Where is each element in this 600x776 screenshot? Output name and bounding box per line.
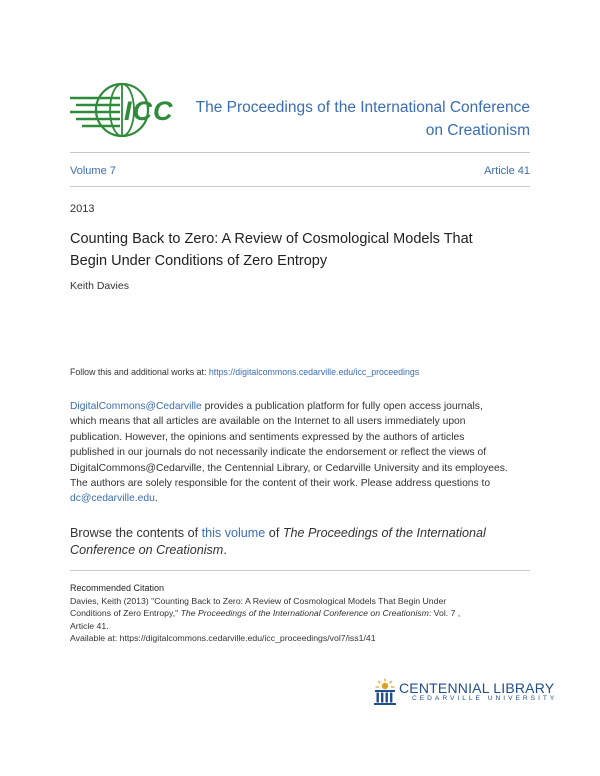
- browse-line2: [70, 542, 540, 559]
- email-tail: .: [154, 493, 158, 505]
- description-line2: which means that all articles are available on the Internet to all users immediately upon: [70, 416, 466, 428]
- description-line3: publication. However, the opinions and sentiments expressed by the authors of articles: [70, 431, 465, 443]
- conference-title-line2[interactable]: on Creationism: [425, 122, 530, 139]
- speed-lines-icon: [70, 98, 120, 126]
- citation-line3: Article 41.: [70, 620, 109, 631]
- citation-available: [70, 632, 532, 644]
- paper-title-line1: Counting Back to Zero: A Review of Cosmological Models That: [70, 231, 473, 247]
- author-name: Keith Davies: [70, 280, 129, 292]
- description-paragraph: [70, 399, 532, 507]
- citation-url-link[interactable]: https://digitalcommons.cedarville.edu/icc_proceedings/vol7/iss1/41: [119, 632, 376, 643]
- citation-line2: [70, 607, 532, 619]
- browse-journal-line1: The Proceedings of the International: [282, 526, 486, 540]
- meta-divider: [70, 186, 530, 187]
- follow-prefix: Follow this and additional works at:: [70, 367, 207, 377]
- follow-line: [70, 367, 419, 377]
- email-link[interactable]: dc@cedarville.edu: [70, 493, 155, 505]
- icc-logo-text: ICC: [124, 96, 174, 126]
- publication-year: 2013: [70, 203, 95, 215]
- library-name[interactable]: CENTENNIAL LIBRARY: [399, 680, 555, 696]
- description-line1: [70, 399, 532, 414]
- sunburst-icon: [376, 679, 395, 690]
- citation-heading: Recommended Citation: [70, 583, 165, 593]
- citation-line1: Davies, Keith (2013) "Counting Back to Zero: A Review of Cosmological Models That Begin Under: [70, 596, 447, 606]
- citation-line2-plain: Conditions of Zero Entropy,": [70, 608, 181, 619]
- description-line1-text: provides a publication platform for fully open access journals,: [201, 401, 483, 412]
- volume-link[interactable]: Volume 7: [70, 165, 116, 177]
- description-line4: published in our journals do not necessarily indicate the endorsement or reflect the views of: [70, 447, 487, 459]
- citation-body: [70, 595, 532, 644]
- citation-line2-tail: : Vol. 7 ,: [428, 608, 461, 619]
- digitalcommons-link[interactable]: DigitalCommons@Cedarville: [70, 401, 202, 412]
- browse-journal-line2: Conference on Creationism: [70, 543, 224, 557]
- browse-line: [70, 525, 540, 559]
- article-link[interactable]: Article 41: [484, 165, 530, 177]
- centennial-library-logo[interactable]: [372, 678, 398, 706]
- paper-title-line2: Begin Under Conditions of Zero Entropy: [70, 253, 328, 269]
- description-line5: DigitalCommons@Cedarville, the Centennial Library, or Cedarville University and its employees.: [70, 462, 508, 474]
- this-volume-link[interactable]: this volume: [201, 526, 266, 540]
- conference-title[interactable]: [186, 96, 530, 142]
- browse-tail: .: [223, 543, 227, 557]
- citation-journal: The Proceedings of the International Conference on Creationism: [180, 608, 429, 619]
- conference-title-line1[interactable]: The Proceedings of the International Conference: [195, 99, 530, 116]
- description-line6: The authors are solely responsible for the content of their work. Please address questions to: [70, 478, 491, 490]
- paper-title: [70, 228, 530, 272]
- description-line7: [70, 491, 532, 506]
- icc-logo[interactable]: [68, 78, 180, 142]
- browse-line1: [70, 525, 540, 542]
- header-divider: [70, 152, 530, 153]
- citation-divider: [70, 570, 530, 571]
- browse-prefix: Browse the contents of: [70, 526, 202, 540]
- university-name: CEDARVILLE UNIVERSITY: [412, 695, 558, 702]
- browse-middle: of: [265, 526, 283, 540]
- follow-url-link[interactable]: https://digitalcommons.cedarville.edu/icc_proceedings: [208, 367, 420, 377]
- citation-available-prefix: Available at:: [70, 632, 120, 643]
- columns-icon: [374, 690, 396, 705]
